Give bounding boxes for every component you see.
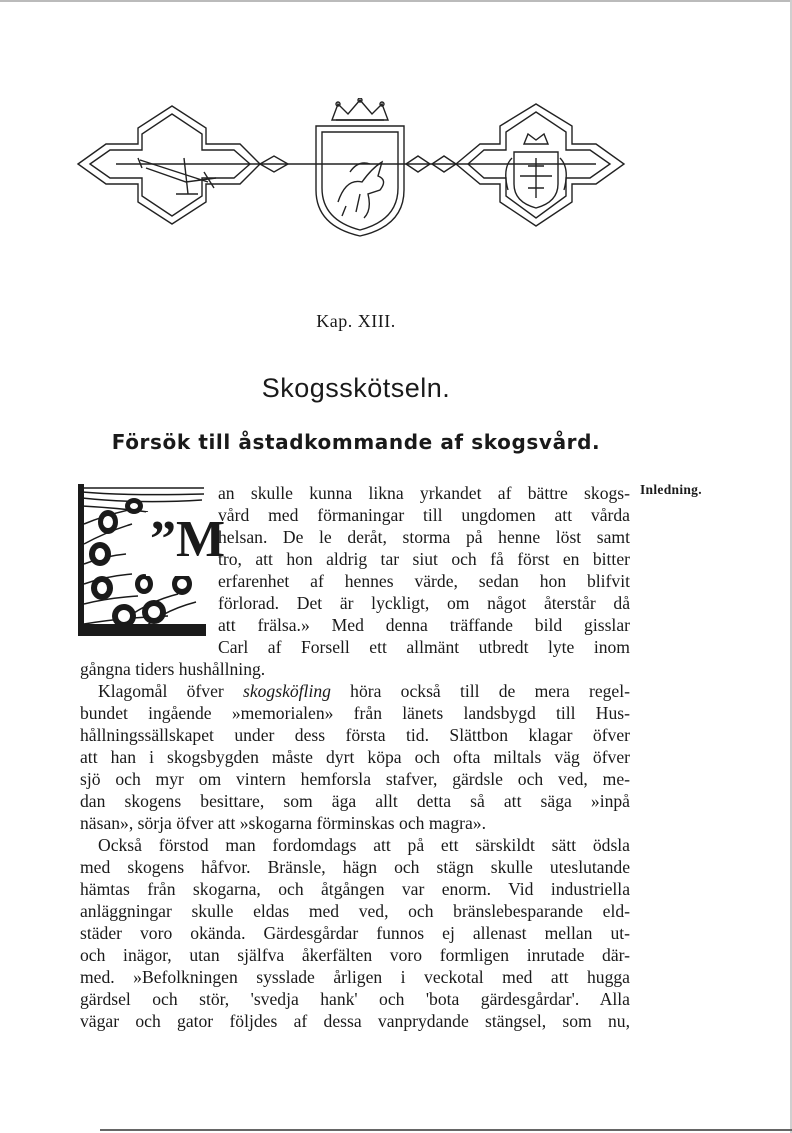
text-line-with-emphasis	[98, 680, 630, 702]
text-line: med. »Befolkningen sysslade årligen i veckotal med att hugga	[80, 967, 630, 987]
chapter-heading: Kap. XIII.	[316, 311, 396, 331]
text-fragment: Klagomål öfver	[98, 681, 243, 701]
text-line: Carl af Forsell ett allmänt utbredt lyte inom	[218, 637, 630, 657]
header-ornament	[76, 98, 638, 240]
text-line: vägar och gator följdes af dessa vanprydande stängsel, som nu,	[80, 1011, 630, 1031]
text-line: med skogens håfvor. Bränsle, hägn och stägn skulle uteslutande	[80, 857, 630, 877]
text-line: erfarenhet af hennes värde, sedan hon blifvit	[218, 571, 630, 591]
emphasis-word: skogsköfling	[242, 681, 331, 701]
text-line: helsan. De le deråt, storma på henne löst samt	[218, 527, 630, 547]
text-line: förlorad. Det är lyckligt, om något återstår då	[218, 593, 630, 613]
text-line: tro, att hon aldrig tar siut och få först en bitter	[218, 549, 630, 569]
text-line: anläggningar skulle eldas med ved, och bränslebesparande eld-	[80, 901, 630, 921]
text-line: hållningssällskapet under dess första tid. Slättbon klagar öfver	[80, 725, 630, 745]
text-line: att han i skogsbygden måste dyrt köpa och ofta miltals väg öfver	[80, 747, 630, 767]
text-line: gångna tiders hushållning.	[80, 659, 266, 679]
plough-medallion	[78, 106, 260, 224]
scan-edge-top	[0, 0, 792, 2]
central-shield	[316, 98, 404, 236]
section-subtitle: Försök till åstadkommande af skogsvård.	[111, 430, 601, 454]
text-line: hämtas från skogarna, och åtgången var enorm. Vid industriella	[80, 879, 630, 899]
text-line: dan skogens besittare, som äga allt detta så att säga »inpå	[80, 791, 630, 811]
margin-note: Inledning.	[640, 482, 702, 497]
text-line: Också förstod man fordomdags att på ett särskildt sätt ödsla	[98, 835, 630, 855]
text-line: att frälsa.» Med denna träffande bild gisslar	[218, 615, 630, 635]
text-line: och inägor, utan själfva åkerfälten voro formligen inrutade där-	[80, 945, 630, 965]
crown-medallion	[456, 104, 624, 226]
text-line: gärdsel och stör, 'svedja hank' och 'bota gärdesgårdar'. Alla	[80, 989, 630, 1009]
text-fragment: höra också till de mera regel-	[330, 681, 630, 701]
page-title: Skogsskötseln.	[261, 373, 451, 403]
text-line: städer voro okända. Gärdesgårdar funnos ej allenast mellan ut-	[80, 923, 630, 943]
text-line: sjö och myr om vintern hemforsla stafver, gärdsle och ved, me-	[80, 769, 630, 789]
initial-letter: ”M	[150, 511, 226, 568]
text-line: an skulle kunna likna yrkandet af bättre skogs-	[218, 483, 630, 503]
text-line: vård med förmaningar till ungdomen att vårda	[218, 505, 630, 525]
scan-edge-bottom	[100, 1129, 792, 1131]
text-line: bundet ingående »memorialen» från länets landsbygd till Hus-	[80, 703, 630, 723]
text-line: näsan», sörja öfver att »skogarna förminskas och magra».	[80, 813, 486, 833]
